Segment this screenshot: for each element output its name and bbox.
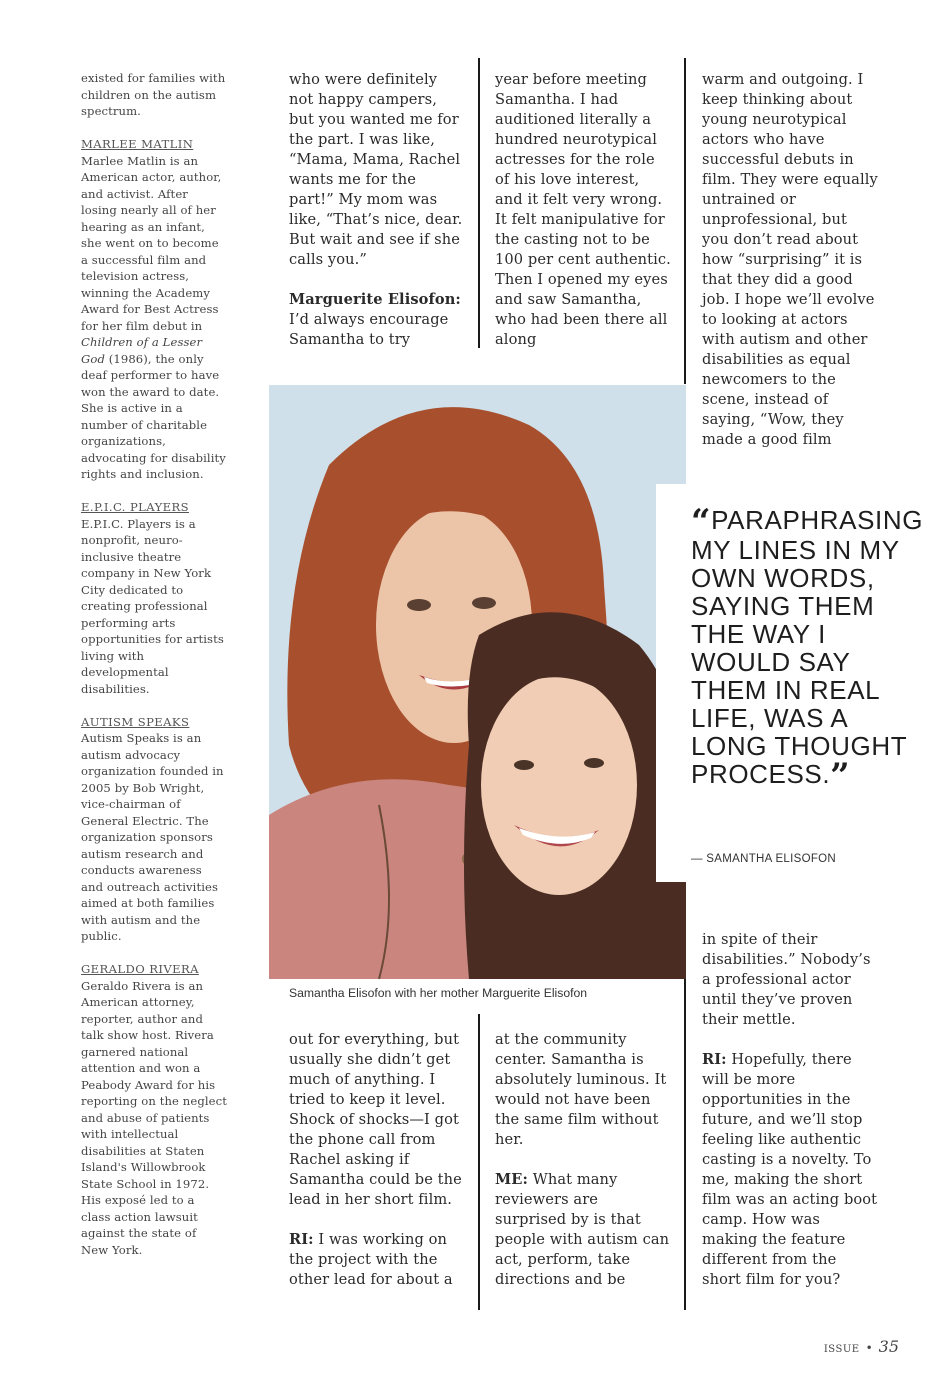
pull-quote-text (691, 502, 924, 796)
glossary-heading: AUTISM SPEAKS (81, 714, 190, 729)
glossary-entry-matlin (81, 136, 227, 483)
column-1-bottom (289, 1030, 465, 1290)
body-paragraph: at the community center. Samantha is absolutely luminous. It would not have been the same film without her. (495, 1031, 667, 1148)
body-paragraph: in spite of their disabilities.” Nobody’s a professional actor until they’ve proven their mettle. (702, 931, 871, 1028)
glossary-heading: GERALDO RIVERA (81, 962, 199, 976)
close-quote-mark: ” (830, 756, 851, 796)
sidebar-glossary (81, 70, 227, 1275)
speaker-label: RI: (702, 1051, 727, 1068)
glossary-heading: MARLEE MATLIN (81, 137, 194, 151)
film-title: Children of a Lesser God (81, 335, 203, 366)
body-paragraph: out for everything, but usually she didn’t get much of anything. I tried to keep it level. Shock of shocks—I got the phone call from Rachel asking if Samantha could be the lead in her short film. (289, 1031, 462, 1208)
body-paragraph (495, 1170, 671, 1290)
body-paragraph: warm and outgoing. I keep thinking about young neurotypical actors who have successful debuts in film. They were equally untrained or unprofessional, but you don’t read about how “surprising” it is that they did a good job. I hope we’ll evolve to looking at actors with autism and other disabilities as equal newcomers to the scene, instead of saying, “Wow, they made a good film (702, 71, 878, 448)
pull-quote (656, 484, 926, 882)
speaker-text: I’d always encourage Samantha to try (289, 311, 449, 348)
page-number: 35 (878, 1337, 899, 1356)
column-2-bottom (495, 1030, 671, 1290)
folio-separator: • (865, 1341, 873, 1355)
open-quote-mark: “ (691, 502, 712, 542)
glossary-text: Geraldo Rivera is an American attorney, reporter, author and talk show host. Rivera garnered national attention and won a Peabody Award for his reporting on the neglect and abuse of patients with intellectual disabilities at Staten Island's Willowbrook State School in 1972. His exposé led to a class action lawsuit against the state of New York. (81, 978, 227, 1257)
body-paragraph (702, 1050, 878, 1290)
body-paragraph: who were definitely not happy campers, but you wanted me for the part. I was like, “Mama, Mama, Rachel wants me for the part!” My mom was like, “That’s nice, dear. But wait and see if she calls you.” (289, 71, 463, 268)
body-paragraph (289, 1230, 465, 1290)
glossary-text: E.P.I.C. Players is a nonprofit, neuro-inclusive theatre company in New York City dedicated to creating professional performing arts opportunities for artists living with developmental disabilities. (81, 516, 224, 696)
glossary-heading: E.P.I.C. PLAYERS (81, 500, 189, 514)
column-rule (478, 58, 480, 348)
body-paragraph (289, 290, 465, 350)
glossary-entry-epic (81, 499, 227, 697)
speaker-label: RI: (289, 1231, 314, 1248)
glossary-text: Marlee Matlin is an American actor, author, and activist. After losing nearly all of her hearing as an infant, she went on to become a successful film and television actress, winning the Academy Award for Best Actress for her film debut in (81, 153, 222, 333)
speaker-label: Marguerite Elisofon: (289, 291, 461, 308)
speaker-text: Hopefully, there will be more opportunities in the future, and we’ll stop feeling like authentic casting is a novelty. To me, making the short film was an acting boot camp. How was making the feature different from the short film for you? (702, 1051, 878, 1288)
portrait-illustration (269, 385, 686, 979)
speaker-text: I was working on the project with the other lead for about a (289, 1231, 453, 1288)
column-1-top (289, 70, 465, 350)
column-3-bottom (702, 930, 878, 1290)
column-2-top (495, 70, 671, 350)
page-folio (824, 1337, 899, 1356)
speaker-text: What many reviewers are surprised by is that people with autism can act, perform, take directions and be (495, 1171, 670, 1288)
photo-caption: Samantha Elisofon with her mother Marguerite Elisofon (289, 986, 588, 1000)
portrait-photo (269, 385, 686, 979)
body-paragraph: year before meeting Samantha. I had auditioned literally a hundred neurotypical actresses for the role of his love interest, and it felt very wrong. It felt manipulative for the casting not to be 100 per cent authentic. Then I opened my eyes and saw Samantha, who had been there all along (495, 71, 671, 348)
column-rule (684, 928, 686, 1310)
pull-quote-attribution: — SAMANTHA ELISOFON (691, 853, 837, 865)
glossary-text: Autism Speaks is an autism advocacy organization founded in 2005 by Bob Wright, vice-chairman of General Electric. The organization sponsors autism research and conducts awareness and outreach activities aimed at both families with autism and the public. (81, 731, 224, 943)
glossary-entry-autism-speaks (81, 714, 227, 945)
column-rule (478, 1014, 480, 1310)
glossary-text-after: (1986), the only deaf performer to have won the award to date. She is active in a number of charitable organizations, advocating for disability rights and inclusion. (81, 351, 226, 481)
column-rule (684, 58, 686, 384)
sidebar-intro: existed for families with children on the autism spectrum. (81, 71, 226, 118)
column-3-top (702, 70, 878, 450)
issue-label: ISSUE (823, 1344, 860, 1355)
pull-quote-body: PARAPHRASING MY LINES IN MY OWN WORDS, SAYING THEM THE WAY I WOULD SAY THEM IN REAL LIFE, WAS A LONG THOUGHT PROCESS. (691, 505, 924, 789)
glossary-entry-rivera (81, 961, 227, 1258)
speaker-label: ME: (495, 1171, 528, 1188)
